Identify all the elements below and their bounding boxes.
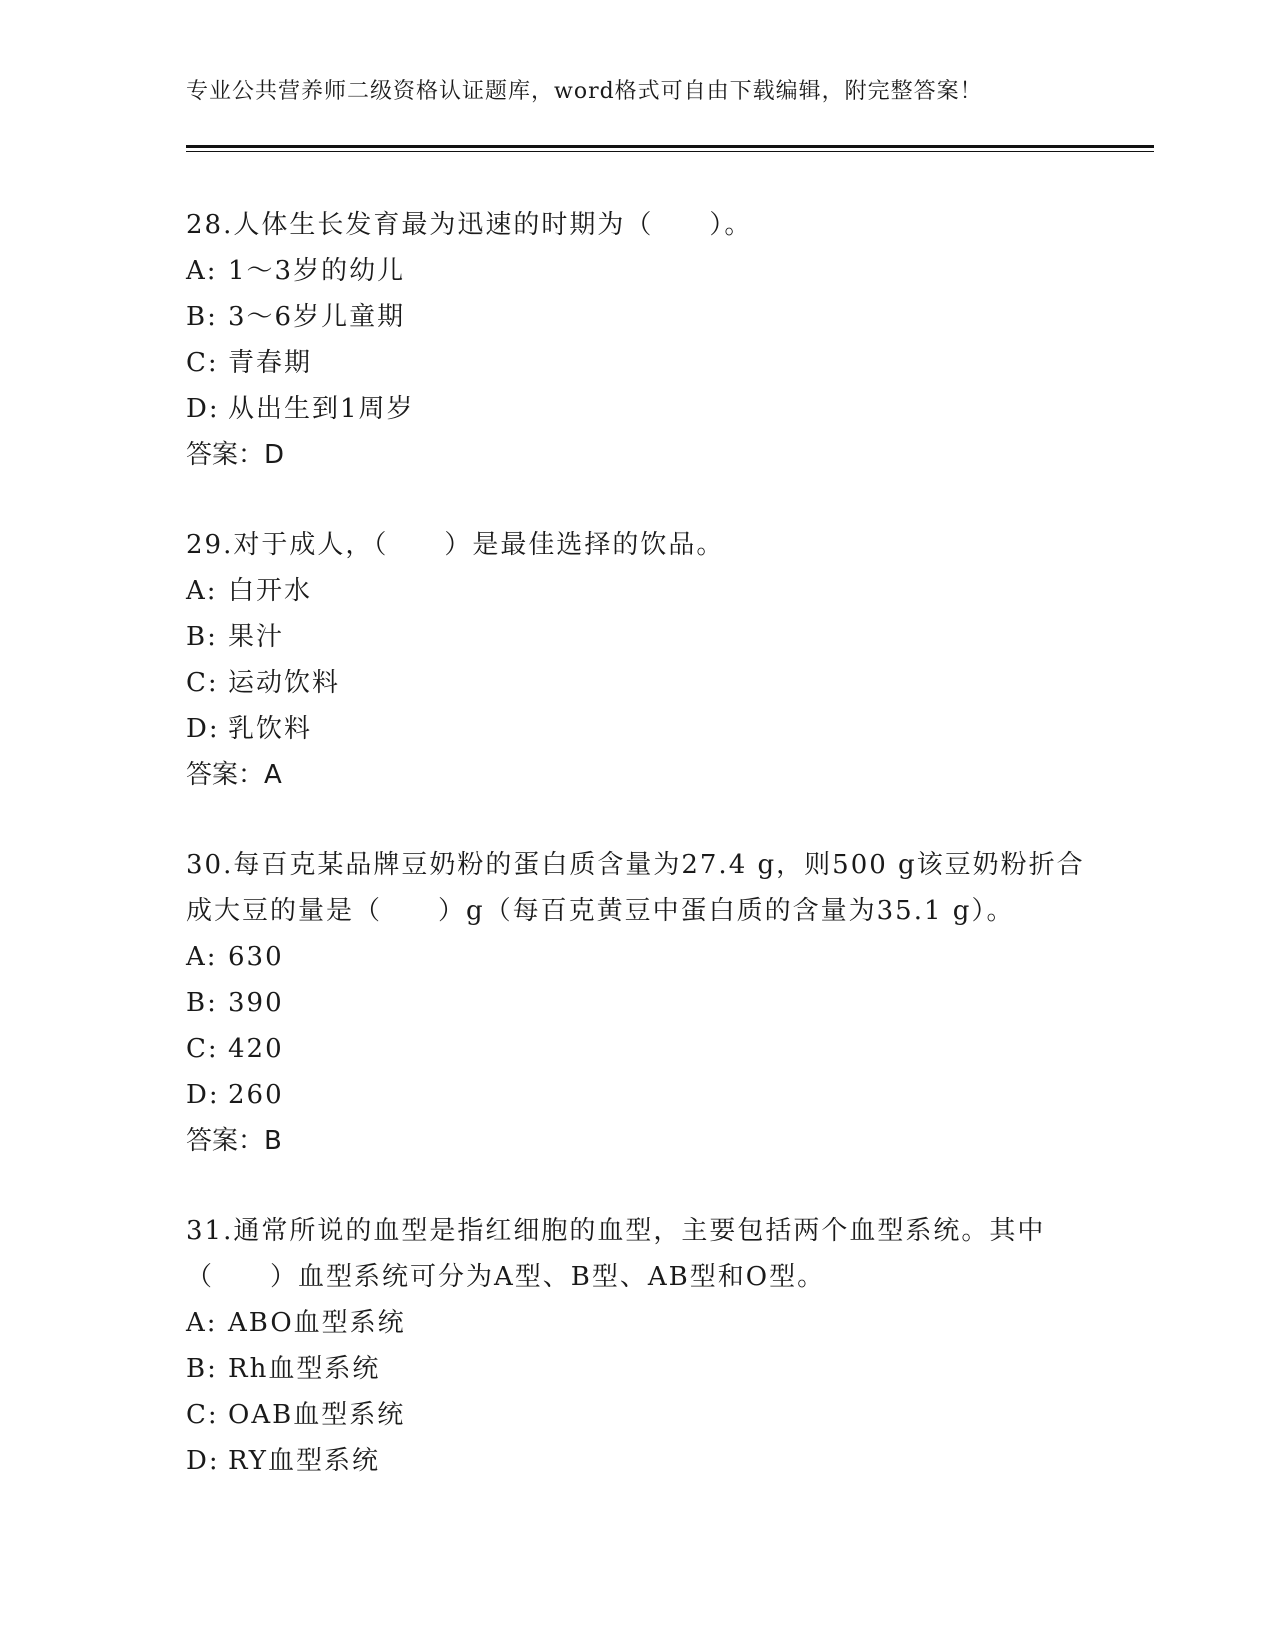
option-text: RY血型系统 bbox=[228, 1446, 380, 1476]
option-b bbox=[186, 614, 1106, 660]
question-text: 31.通常所说的血型是指红细胞的血型，主要包括两个血型系统。其中（ ）血型系统可分为A型、B型、AB型和O型。 bbox=[186, 1216, 1046, 1292]
option-letter: D: bbox=[186, 394, 220, 424]
option-b bbox=[186, 294, 1106, 340]
option-letter: D: bbox=[186, 1080, 220, 1110]
option-letter: C: bbox=[186, 1034, 219, 1064]
option-letter: B: bbox=[186, 988, 218, 1018]
option-c bbox=[186, 340, 1106, 386]
option-text: OAB血型系统 bbox=[228, 1400, 406, 1430]
option-b bbox=[186, 980, 1106, 1026]
option-text: 乳饮料 bbox=[228, 714, 313, 744]
option-d bbox=[186, 386, 1106, 432]
option-letter: B: bbox=[186, 622, 218, 652]
header-rule-thick bbox=[186, 145, 1154, 148]
answer-line: 答案：A bbox=[186, 760, 282, 790]
option-text: 白开水 bbox=[228, 576, 313, 606]
option-text: 果汁 bbox=[228, 622, 285, 652]
option-letter: A: bbox=[186, 576, 218, 606]
option-text: 运动饮料 bbox=[228, 668, 341, 698]
question-29 bbox=[186, 522, 1106, 798]
option-text: 420 bbox=[228, 1034, 284, 1064]
option-text: 630 bbox=[228, 942, 284, 972]
answer-line: 答案：B bbox=[186, 1126, 282, 1156]
page-header: 专业公共营养师二级资格认证题库，word格式可自由下载编辑，附完整答案！ bbox=[186, 79, 983, 104]
question-31 bbox=[186, 1208, 1106, 1484]
option-letter: A: bbox=[186, 1308, 218, 1338]
option-c bbox=[186, 1026, 1106, 1072]
option-letter: B: bbox=[186, 1354, 218, 1384]
option-text: 青春期 bbox=[228, 348, 313, 378]
option-letter: A: bbox=[186, 942, 218, 972]
option-text: 390 bbox=[228, 988, 284, 1018]
answer-line: 答案：D bbox=[186, 440, 285, 470]
option-c bbox=[186, 660, 1106, 706]
option-text: 1～3岁的幼儿 bbox=[228, 256, 406, 286]
option-letter: C: bbox=[186, 668, 219, 698]
option-d bbox=[186, 706, 1106, 752]
option-text: 从出生到1周岁 bbox=[228, 394, 415, 424]
question-list bbox=[186, 202, 1106, 1528]
option-letter: C: bbox=[186, 348, 219, 378]
option-a bbox=[186, 568, 1106, 614]
option-c bbox=[186, 1392, 1106, 1438]
option-text: 260 bbox=[228, 1080, 284, 1110]
option-letter: D: bbox=[186, 1446, 220, 1476]
option-b bbox=[186, 1346, 1106, 1392]
question-text: 28.人体生长发育最为迅速的时期为（ ）。 bbox=[186, 210, 753, 240]
question-text: 29.对于成人，（ ）是最佳选择的饮品。 bbox=[186, 530, 725, 560]
option-letter: D: bbox=[186, 714, 220, 744]
option-letter: A: bbox=[186, 256, 218, 286]
header-rule-thin bbox=[186, 151, 1154, 152]
option-d bbox=[186, 1072, 1106, 1118]
option-d bbox=[186, 1438, 1106, 1484]
question-text: 30.每百克某品牌豆奶粉的蛋白质含量为27.4 g，则500 g该豆奶粉折合成大豆的量是（ ）g（每百克黄豆中蛋白质的含量为35.1 g）。 bbox=[186, 850, 1085, 926]
option-letter: C: bbox=[186, 1400, 219, 1430]
option-text: Rh血型系统 bbox=[228, 1354, 381, 1384]
option-text: 3～6岁儿童期 bbox=[228, 302, 406, 332]
option-a bbox=[186, 934, 1106, 980]
question-28 bbox=[186, 202, 1106, 478]
option-letter: B: bbox=[186, 302, 218, 332]
question-30 bbox=[186, 842, 1106, 1164]
option-text: ABO血型系统 bbox=[228, 1308, 406, 1338]
option-a bbox=[186, 1300, 1106, 1346]
option-a bbox=[186, 248, 1106, 294]
